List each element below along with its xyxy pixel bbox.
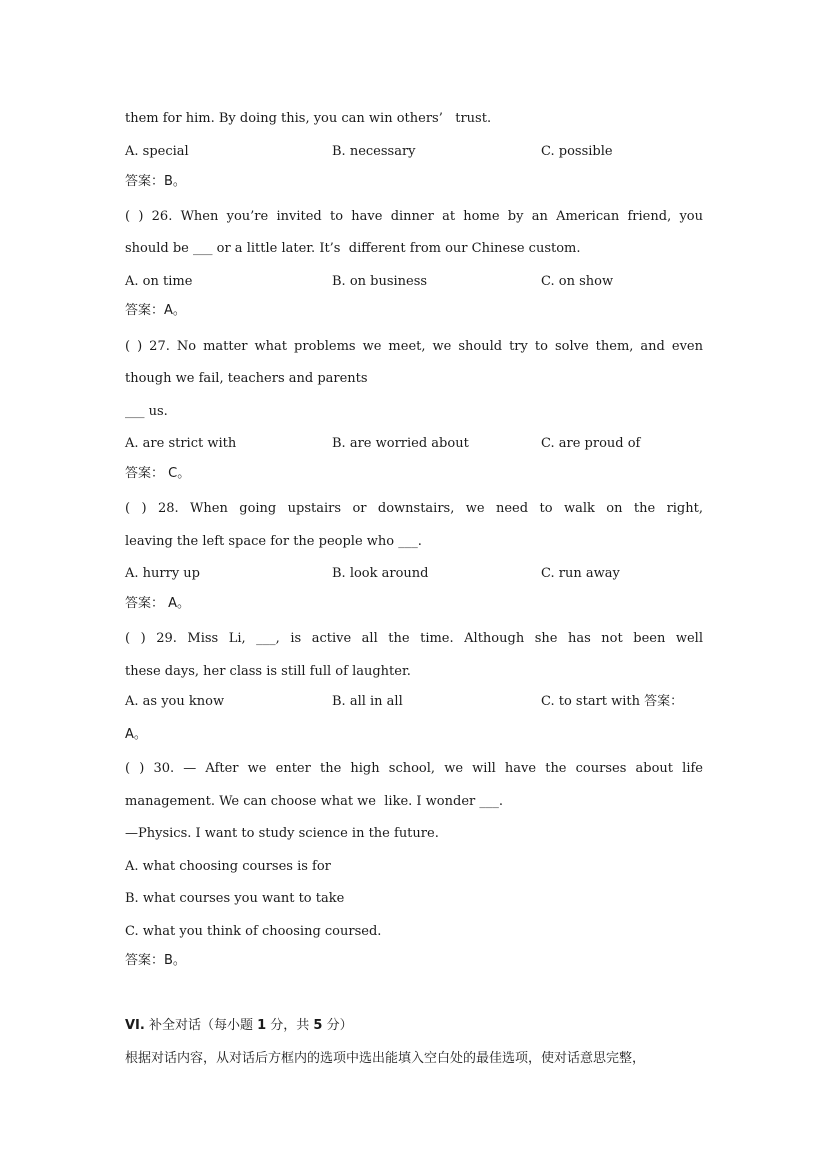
- q28-option-a: A. hurry up: [125, 566, 200, 581]
- prev-answer: 答案：B。: [125, 174, 186, 189]
- q30-line-2: management. We can choose what we like. I wonder ___.: [125, 794, 503, 809]
- q28-line-1: ( ) 28. When going upstairs or downstairs, we need to walk on the right,: [125, 501, 703, 516]
- section-6-points-each: 1: [257, 1018, 267, 1033]
- q30-line-1: ( ) 30. — After we enter the high school, we will have the courses about life: [125, 761, 703, 776]
- q26-option-a: A. on time: [125, 274, 193, 289]
- q29-option-c: C. to start with 答案：: [541, 694, 684, 709]
- prev-option-b: B. necessary: [332, 144, 416, 159]
- q27-option-a: A. are strict with: [125, 436, 237, 451]
- q29-option-b: B. all in all: [332, 694, 403, 709]
- section-6-title: [125, 1018, 353, 1034]
- q30-option-a: A. what choosing courses is for: [125, 859, 331, 874]
- section-6-instructions: 根据对话内容，从对话后方框内的选项中选出能填入空白处的最佳选项，使对话意思完整，: [125, 1051, 646, 1066]
- q28-option-c: C. run away: [541, 566, 620, 581]
- section-6-title-mid: 分，共: [266, 1018, 314, 1033]
- prev-question-continuation: them for him. By doing this, you can win others’ trust.: [125, 111, 492, 126]
- section-6-points-total: 5: [313, 1018, 323, 1033]
- q26-answer: 答案：A。: [125, 303, 186, 318]
- q27-answer: 答案： C。: [125, 466, 191, 481]
- q26-line-1: ( ) 26. When you’re invited to have dinner at home by an American friend, you: [125, 209, 703, 224]
- q26-option-c: C. on show: [541, 274, 614, 289]
- q27-line-1: ( ) 27. No matter what problems we meet, we should try to solve them, and even: [125, 339, 703, 354]
- section-6-number: VI.: [125, 1018, 145, 1033]
- section-6-title-end: 分）: [322, 1018, 353, 1033]
- q27-line-2: though we fail, teachers and parents: [125, 371, 368, 386]
- q28-option-b: B. look around: [332, 566, 429, 581]
- q29-answer: A。: [125, 727, 147, 742]
- q29-line-1: ( ) 29. Miss Li, ___, is active all the time. Although she has not been well: [125, 631, 703, 646]
- prev-option-c: C. possible: [541, 144, 613, 159]
- prev-option-a: A. special: [125, 144, 189, 159]
- q30-line-3: —Physics. I want to study science in the future.: [125, 826, 439, 841]
- q27-option-b: B. are worried about: [332, 436, 469, 451]
- q29-option-a: A. as you know: [125, 694, 225, 709]
- q26-option-b: B. on business: [332, 274, 428, 289]
- q28-answer: 答案： A。: [125, 596, 191, 611]
- q29-line-2: these days, her class is still full of laughter.: [125, 664, 411, 679]
- section-6-title-text: 补全对话（每小题: [144, 1018, 258, 1033]
- q28-line-2: leaving the left space for the people who ___.: [125, 534, 422, 549]
- q27-line-3: ___ us.: [125, 404, 168, 419]
- q27-option-c: C. are proud of: [541, 436, 641, 451]
- q30-option-c: C. what you think of choosing coursed.: [125, 924, 382, 939]
- q30-answer: 答案：B。: [125, 953, 186, 968]
- q30-option-b: B. what courses you want to take: [125, 891, 345, 906]
- q26-line-2: should be ___ or a little later. It’s different from our Chinese custom.: [125, 241, 581, 256]
